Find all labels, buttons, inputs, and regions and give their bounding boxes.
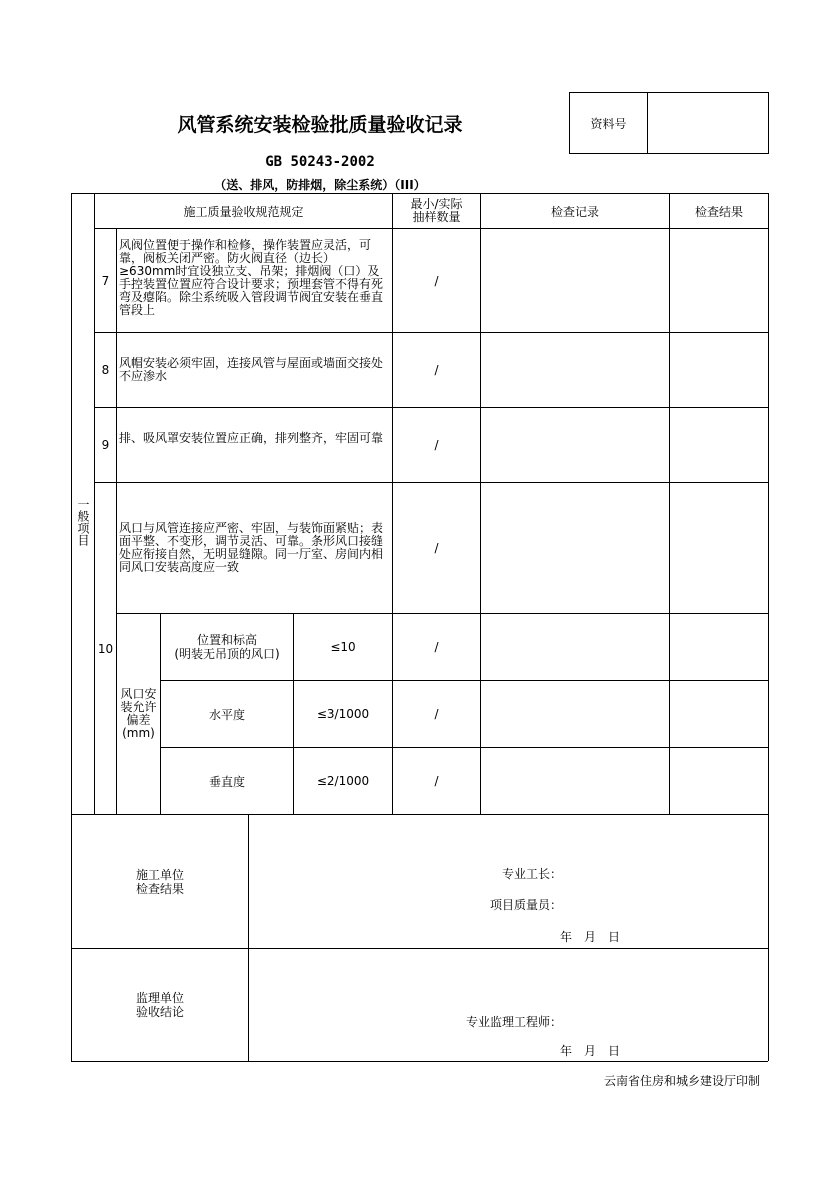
deviation-item-level: 水平度 [208,707,245,722]
deviation-item-vertical: 垂直度 [208,774,245,789]
foreman-signature[interactable] [565,860,755,880]
row-8-result[interactable] [670,333,768,407]
qc-signature[interactable] [565,891,755,911]
category-label: 一般项目 [76,497,90,546]
deviation-item-position-line1: 位置和标高 [196,633,257,647]
construction-label [72,815,248,948]
deviation-result-position[interactable] [670,614,768,680]
qc-label: 项目质量员： [489,898,562,912]
row-8-record[interactable] [481,333,669,407]
doc-number-box [569,92,769,154]
subtitle: （送、排风，防排烟，除尘系统）（III） [214,178,426,192]
row-10-sample: / [434,541,439,555]
row-9-record[interactable] [481,408,669,482]
engineer-signature[interactable] [565,1008,755,1028]
row-7-record[interactable] [481,229,669,332]
deviation-label: 风口安装允许偏差(mm) [120,687,157,740]
row-10-result[interactable] [670,483,768,613]
deviation-item-position [161,614,293,680]
deviation-result-level[interactable] [670,681,768,747]
doc-number-value[interactable] [648,93,768,153]
construction-label-line1: 施工单位 [135,867,184,882]
foreman-label: 专业工长： [501,867,562,881]
deviation-sample-vertical: / [434,774,439,788]
engineer-label: 专业监理工程师： [465,1015,562,1029]
standard-code: GB 50243-2002 [265,154,375,170]
row-9-spec: 排、吸风罩安装位置应正确，排列整齐，牢固可靠 [119,431,384,445]
row-8-sample: / [434,363,439,377]
row-7-number: 7 [101,273,110,288]
col-header-record: 检查记录 [550,204,599,219]
col-header-result: 检查结果 [694,204,743,219]
deviation-record-level[interactable] [481,681,669,747]
construction-date[interactable]: 年 月 日 [560,930,621,944]
supervision-label [72,949,248,1061]
deviation-sample-level: / [434,707,439,721]
row-10-spec: 风口与风管连接应严密、牢固，与装饰面紧贴；表面平整、不变形，调节灵活、可靠。条形风口接缝处应衔接自然，无明显缝隙。同一厅室、房间内相同风口安装高度应一致 [119,521,384,574]
deviation-limit-vertical: ≤2/1000 [316,774,370,788]
deviation-sample-position: / [434,640,439,654]
deviation-result-vertical[interactable] [670,748,768,814]
page-title: 风管系统安装检验批质量验收记录 [177,114,463,136]
row-9-number: 9 [101,438,110,452]
supervision-date[interactable]: 年 月 日 [560,1044,621,1058]
row-10-number: 10 [97,641,114,656]
footer-issuer: 云南省住房和城乡建设厅印制 [603,1074,760,1088]
row-9-result[interactable] [670,408,768,482]
deviation-item-position-line2: (明装无吊顶的风口) [174,647,280,661]
row-8-spec: 风帽安装必须牢固，连接风管与屋面或墙面交接处不应渗水 [119,356,384,383]
col-header-spec: 施工质量验收规范规定 [183,204,304,219]
deviation-record-position[interactable] [481,614,669,680]
row-7-spec: 风阀位置便于操作和检修，操作装置应灵活，可靠，阀板关闭严密。防火阀直径（边长）≥630mm时宜设独立支、吊架；排烟阀（口）及手控装置位置应符合设计要求；预埋套管不得有死弯及瘪陷。除尘系统吸入管段调节阀宜安装在垂直管段上 [119,238,384,317]
supervision-label-line2: 验收结论 [135,1005,184,1019]
supervision-label-line1: 监理单位 [135,991,184,1005]
row-10-record[interactable] [481,483,669,613]
col-header-sample-line2: 抽样数量 [412,210,461,224]
row-7-result[interactable] [670,229,768,332]
doc-number-label: 资料号 [590,116,627,131]
row-9-sample: / [434,438,439,452]
deviation-record-vertical[interactable] [481,748,669,814]
row-7-sample: / [434,273,439,288]
row-8-number: 8 [101,363,110,377]
deviation-limit-level: ≤3/1000 [316,707,370,721]
col-header-sample [393,194,480,228]
col-header-sample-line1: 最小/实际 [410,197,463,211]
construction-label-line2: 检查结果 [135,881,184,896]
deviation-limit-position: ≤10 [330,640,356,654]
